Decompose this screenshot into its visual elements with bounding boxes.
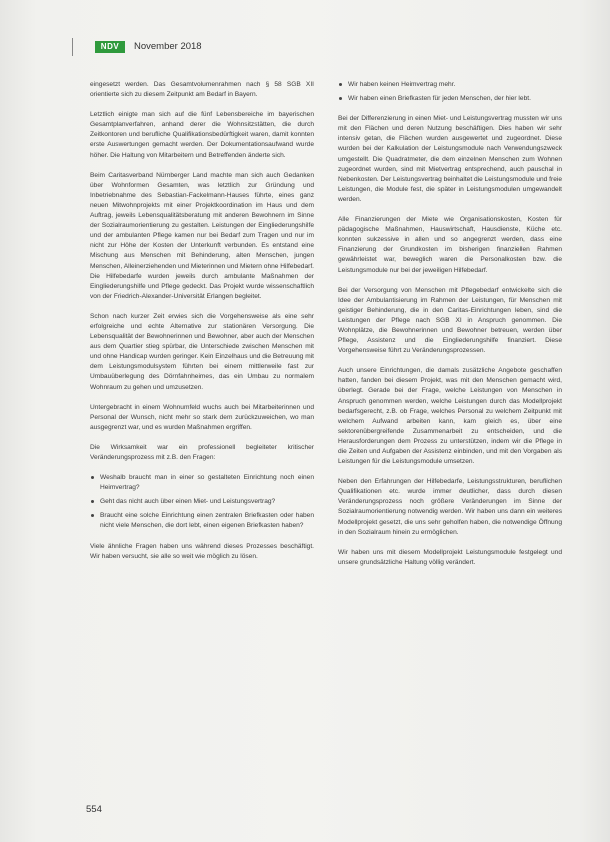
paragraph: Letztlich einigte man sich auf die fünf Lebensbereiche im bayerischen Gesamtplanverfahren, anhand derer die Wohnsitzstätten, die durch Zeitkontoren und berufliche Qualifikationsbedürftigkeit waren, damit konnten erste Auswertungen gemacht werden. Der Dokumentationsaufwand wurde höher. Die Haltung von Mitarbeitern und Betreffenden änderte sich.	[90, 111, 314, 159]
paragraph: Alle Finanzierungen der Miete wie Organisationskosten, Kosten für pädagogische Maßnahmen, Hauswirtschaft, Hausdienste, Küche etc. konnten sukzessive in allen und so angegrenzt werden, dass eine Finanzierung der Grundkosten im bisherigen finanziellen Rahmen gewährleistet war, beweglich waren die Personalkosten bzw. die Leistungsmodule nur bei der jeweiligen Hilfebedarf.	[338, 216, 562, 274]
bullet-dot-icon	[91, 476, 94, 479]
paragraph: Untergebracht in einem Wohnumfeld wuchs auch bei Mitarbeiterinnen und Personal der Wunsch, nicht mehr so stark dem zurückzuweichen, wo man ausgegrenzt war, und es wurden Maßnahmen ergriffen.	[90, 403, 314, 431]
list-item-text: Geht das nicht auch über einen Miet- und Leistungsvertrag?	[100, 498, 276, 506]
magazine-badge: NDV	[95, 41, 125, 53]
left-column	[90, 80, 314, 572]
list-item	[90, 511, 314, 531]
list-item	[338, 80, 562, 90]
list-item-text: Weshalb braucht man in einer so gestalteten Einrichtung noch einen Heimvertrag?	[100, 474, 314, 492]
bullet-dot-icon	[339, 83, 342, 86]
paragraph: Die Wirksamkeit war ein professionell begleiteter kritischer Veränderungsprozess mit z.B. den Fragen:	[90, 443, 314, 461]
page-number: 554	[86, 804, 102, 815]
paragraph: Schon nach kurzer Zeit erwies sich die Vorgehensweise als eine sehr erfolgreiche und echte Alternative zur stationären Versorgung. Die Lebensqualität der Bewohnerinnen und Bewohner, aber auch der Menschen aus dem Quartier stieg spürbar, die Unterschiede zwischen Menschen mit und ohne Handicap wurden geringer. Kein Einzelhaus und die Betreuung mit dem Leistungsmodulsystem führten bei einem mittlerweile fast zur Umbauüberlegung des Dörnfahnheimes, das ein Umbau zu normalem Wohnraum zu gehen und umzusetzen.	[90, 312, 314, 391]
list-item-text: Braucht eine solche Einrichtung einen zentralen Briefkasten oder haben nicht viele Menschen, die dort lebt, einen eigenen Briefkasten haben?	[100, 512, 314, 530]
list-item	[90, 497, 314, 507]
paragraph: Bei der Differenzierung in einen Miet- und Leistungsvertrag mussten wir uns mit den Flächen und deren Nutzung beschäftigen. Dies haben wir sehr intensiv getan, die Flächen wurden ausgewertet und zugeordnet. Diese wurden bei der Kalkulation der Leistungsmodule nach Verwendungszweck umgestellt. Die Quadratmeter, die dem einzelnen Menschen zum Wohnen zugeordnet wurden, sind mit Mietvertrag entsprechend, auch pauschal in Nebenkosten. Der Leistungsvertrag beinhaltet die Leistungsmodule und freie Leistungen, die Module fest, die später in Leistungsmodulen umgewandelt werden.	[338, 115, 562, 203]
paragraph: eingesetzt werden. Das Gesamtvolumenrahmen nach § 58 SGB XII orientierte sich zu diesem Zeitpunkt am Bedarf in Bayern.	[90, 81, 314, 99]
paragraph: Viele ähnliche Fragen haben uns während dieses Prozesses beschäftigt. Wir haben versucht, sie alle so weit wie möglich zu lösen.	[90, 542, 314, 560]
paragraph: Auch unsere Einrichtungen, die damals zusätzliche Angebote geschaffen hatten, fanden bei diesem Projekt, was mit den Menschen gemacht wird, überlegt. Gerade bei der Frage, welche Leistungen von Menschen in Anspruch genommen werden, welche Leistungen durch das Modellprojekt bedarfsgerecht, z.B. ob Frage, welches Personal zu welchem Zeitpunkt mit welchem Aufwand arbeiten kann, kam gleich es, über eine sektorenübergreifende Zusammenarbeit zu entscheiden, und die Herausforderungen dem Prozess zu unterstützen, indem wir die Pflege in die Zeiten und Aufgaben der Assistenz einbinden, und mit den Vorgaben als Leistungen für die Leistungsmodule umsetzen.	[338, 367, 562, 466]
paragraph: Beim Caritasverband Nürnberger Land machte man sich auch Gedanken über Wohnformen Gesamten, was letztlich zur Gründung und Inbetriebnahme des Sebastian-Fackelmann-Hauses führte, eines ganz neuen Mitwohnprojekts mit einer Projektkoordination im Haus und dem Auftrag, jeweils Lebensqualitätsberatung mit anderen Bewohnern im Sinne der Sozialraumorientierung zu gestalten. Leistungen der Eingliederungshilfe und der ambulanten Pflege kamen nur bei Bedarf zum Tragen und nur im nicht zur Höhe der Kosten der Unterkunft verbunden. Es entstand eine Mischung aus Menschen mit Behinderung, alten Menschen, jungen Menschen, Alleinerziehenden und Mieterinnen und Mietern ohne Hilfebedarf. Die Hilfebedarfe wurden jeweils durch ambulante Maßnahmen der Eingliederungshilfe und Pflege gedeckt. Das Projekt wurde wissenschaftlich von der Friedrich-Alexander-Universität Erlangen begleitet.	[90, 171, 314, 300]
paragraph: Neben den Erfahrungen der Hilfebedarfe, Leistungsstrukturen, beruflichen Qualifikationen etc. wurde immer deutlicher, dass durch diesen Veränderungsprozess noch größere Veränderungen im Sinne der Sozialraumorientierung notwendig werden. Wir haben uns dann ein weiteres Modellprojekt gesetzt, die uns sehr geholfen haben, die notwendige Öffnung in den Sozialraum hinein zu ermöglichen.	[338, 478, 562, 536]
paragraph: Wir haben uns mit diesem Modellprojekt Leistungsmodule festgelegt und unsere grundsätzliche Haltung völlig verändert.	[338, 548, 562, 566]
issue-date: November 2018	[134, 41, 202, 52]
paragraph: Bei der Versorgung von Menschen mit Pflegebedarf entwickelte sich die Idee der Ambulantisierung im Rahmen der Leistungen, für Menschen mit geistiger Behinderung, die in den Caritas-Einrichtungen leben, sind die Leistungen der Pflege nach SGB XI in Anspruch genommen. Die Wohnplätze, die Bewohnerinnen und Bewohner betreuen, werden über Pflege, Assistenz und die Eingliederungshilfe finanziert. Diese Vorgehensweise führt zu Veränderungsprozessen.	[338, 286, 562, 355]
bullet-dot-icon	[91, 500, 94, 503]
list-item	[90, 473, 314, 493]
right-column	[338, 80, 562, 578]
bullet-list	[338, 80, 562, 104]
list-item-text: Wir haben einen Briefkasten für jeden Menschen, der hier lebt.	[348, 95, 531, 103]
header-rule	[72, 38, 73, 56]
bullet-list	[90, 473, 314, 531]
bullet-dot-icon	[339, 97, 342, 100]
list-item	[338, 94, 562, 104]
list-item-text: Wir haben keinen Heimvertrag mehr.	[348, 81, 456, 88]
bullet-dot-icon	[91, 514, 94, 517]
